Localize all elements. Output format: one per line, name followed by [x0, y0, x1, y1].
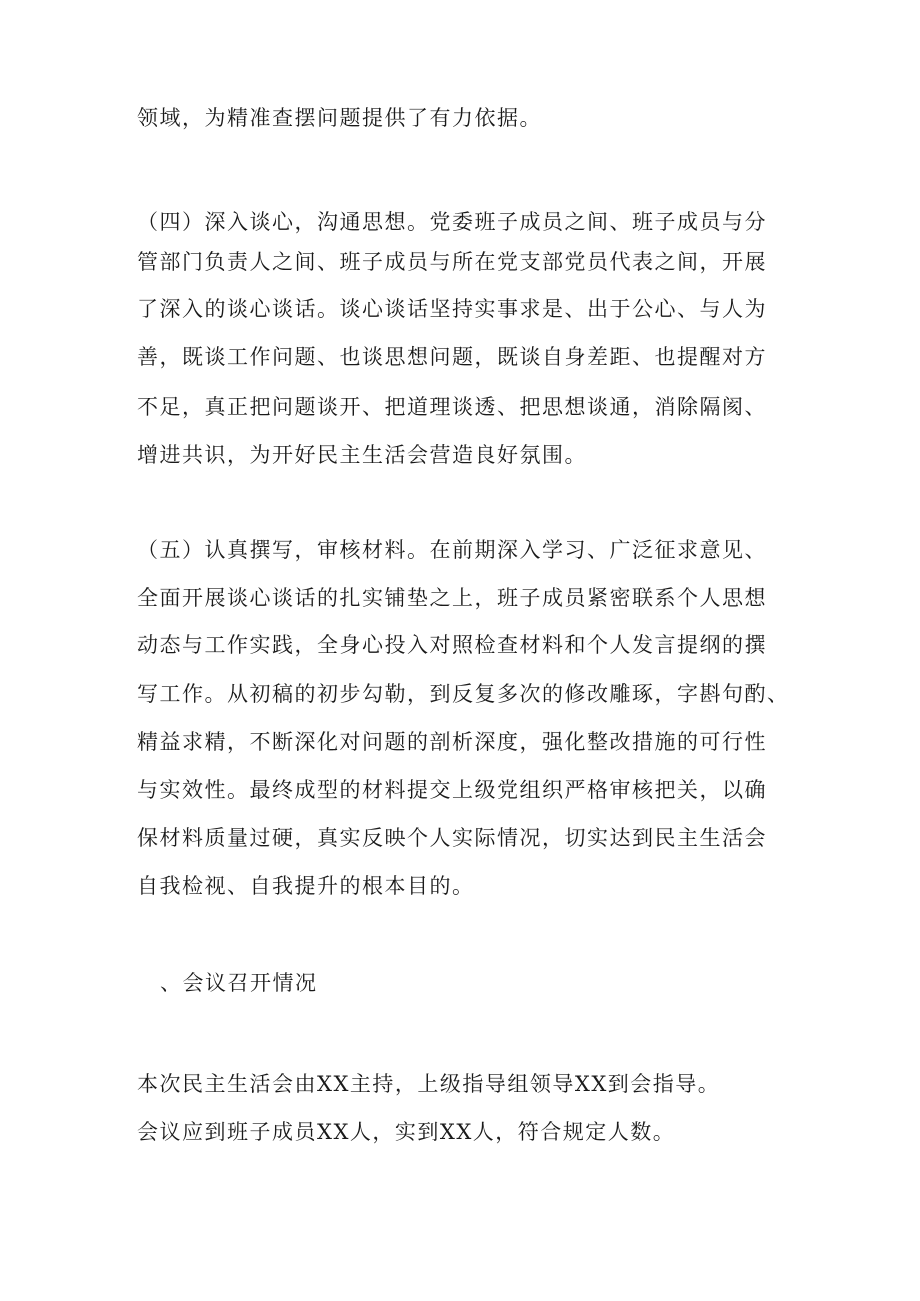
paragraph-four-line-5: 不足，真正把问题谈开、把道理谈透、把思想谈通，消除隔阂、	[137, 395, 767, 419]
paragraph-five-line-6: 与实效性。最终成型的材料提交上级党组织严格审核把关，以确	[137, 778, 767, 802]
paragraph-four-line-3: 了深入的谈心谈话。谈心谈话坚持实事求是、出于公心、与人为	[137, 297, 767, 321]
paragraph-five-line-3: 动态与工作实践，全身心投入对照检查材料和个人发言提纲的撰	[137, 633, 767, 657]
section-heading: 、会议召开情况	[160, 971, 318, 995]
paragraph-five-line-7: 保材料质量过硬，真实反映个人实际情况，切实达到民主生活会	[137, 826, 767, 850]
paragraph-four-line-2: 管部门负责人之间、班子成员与所在党支部党员代表之间，开展	[137, 250, 767, 274]
paragraph-four-line-6: 增进共识，为开好民主生活会营造良好氛围。	[137, 443, 587, 467]
paragraph-five-line-8: 自我检视、自我提升的根本目的。	[137, 874, 475, 898]
paragraph-continuation-line: 领域，为精准查摆问题提供了有力依据。	[137, 106, 542, 130]
paragraph-five-line-5: 精益求精，不断深化对问题的剖析深度，强化整改措施的可行性	[137, 730, 767, 754]
paragraph-five-line-1: （五）认真撰写，审核材料。在前期深入学习、广泛征求意见、	[137, 538, 767, 562]
meeting-info-line-2: 会议应到班子成员XX人，实到XX人，符合规定人数。	[137, 1120, 676, 1144]
meeting-info-line-1: 本次民主生活会由XX主持，上级指导组领导XX到会指导。	[137, 1072, 721, 1096]
paragraph-five-line-2: 全面开展谈心谈话的扎实铺垫之上，班子成员紧密联系个人思想	[137, 586, 767, 610]
paragraph-four-line-1: （四）深入谈心，沟通思想。党委班子成员之间、班子成员与分	[137, 210, 767, 234]
paragraph-four-line-4: 善，既谈工作问题、也谈思想问题，既谈自身差距、也提醒对方	[137, 345, 767, 369]
paragraph-five-line-4: 写工作。从初稿的初步勾勒，到反复多次的修改雕琢，字斟句酌、	[137, 682, 790, 706]
